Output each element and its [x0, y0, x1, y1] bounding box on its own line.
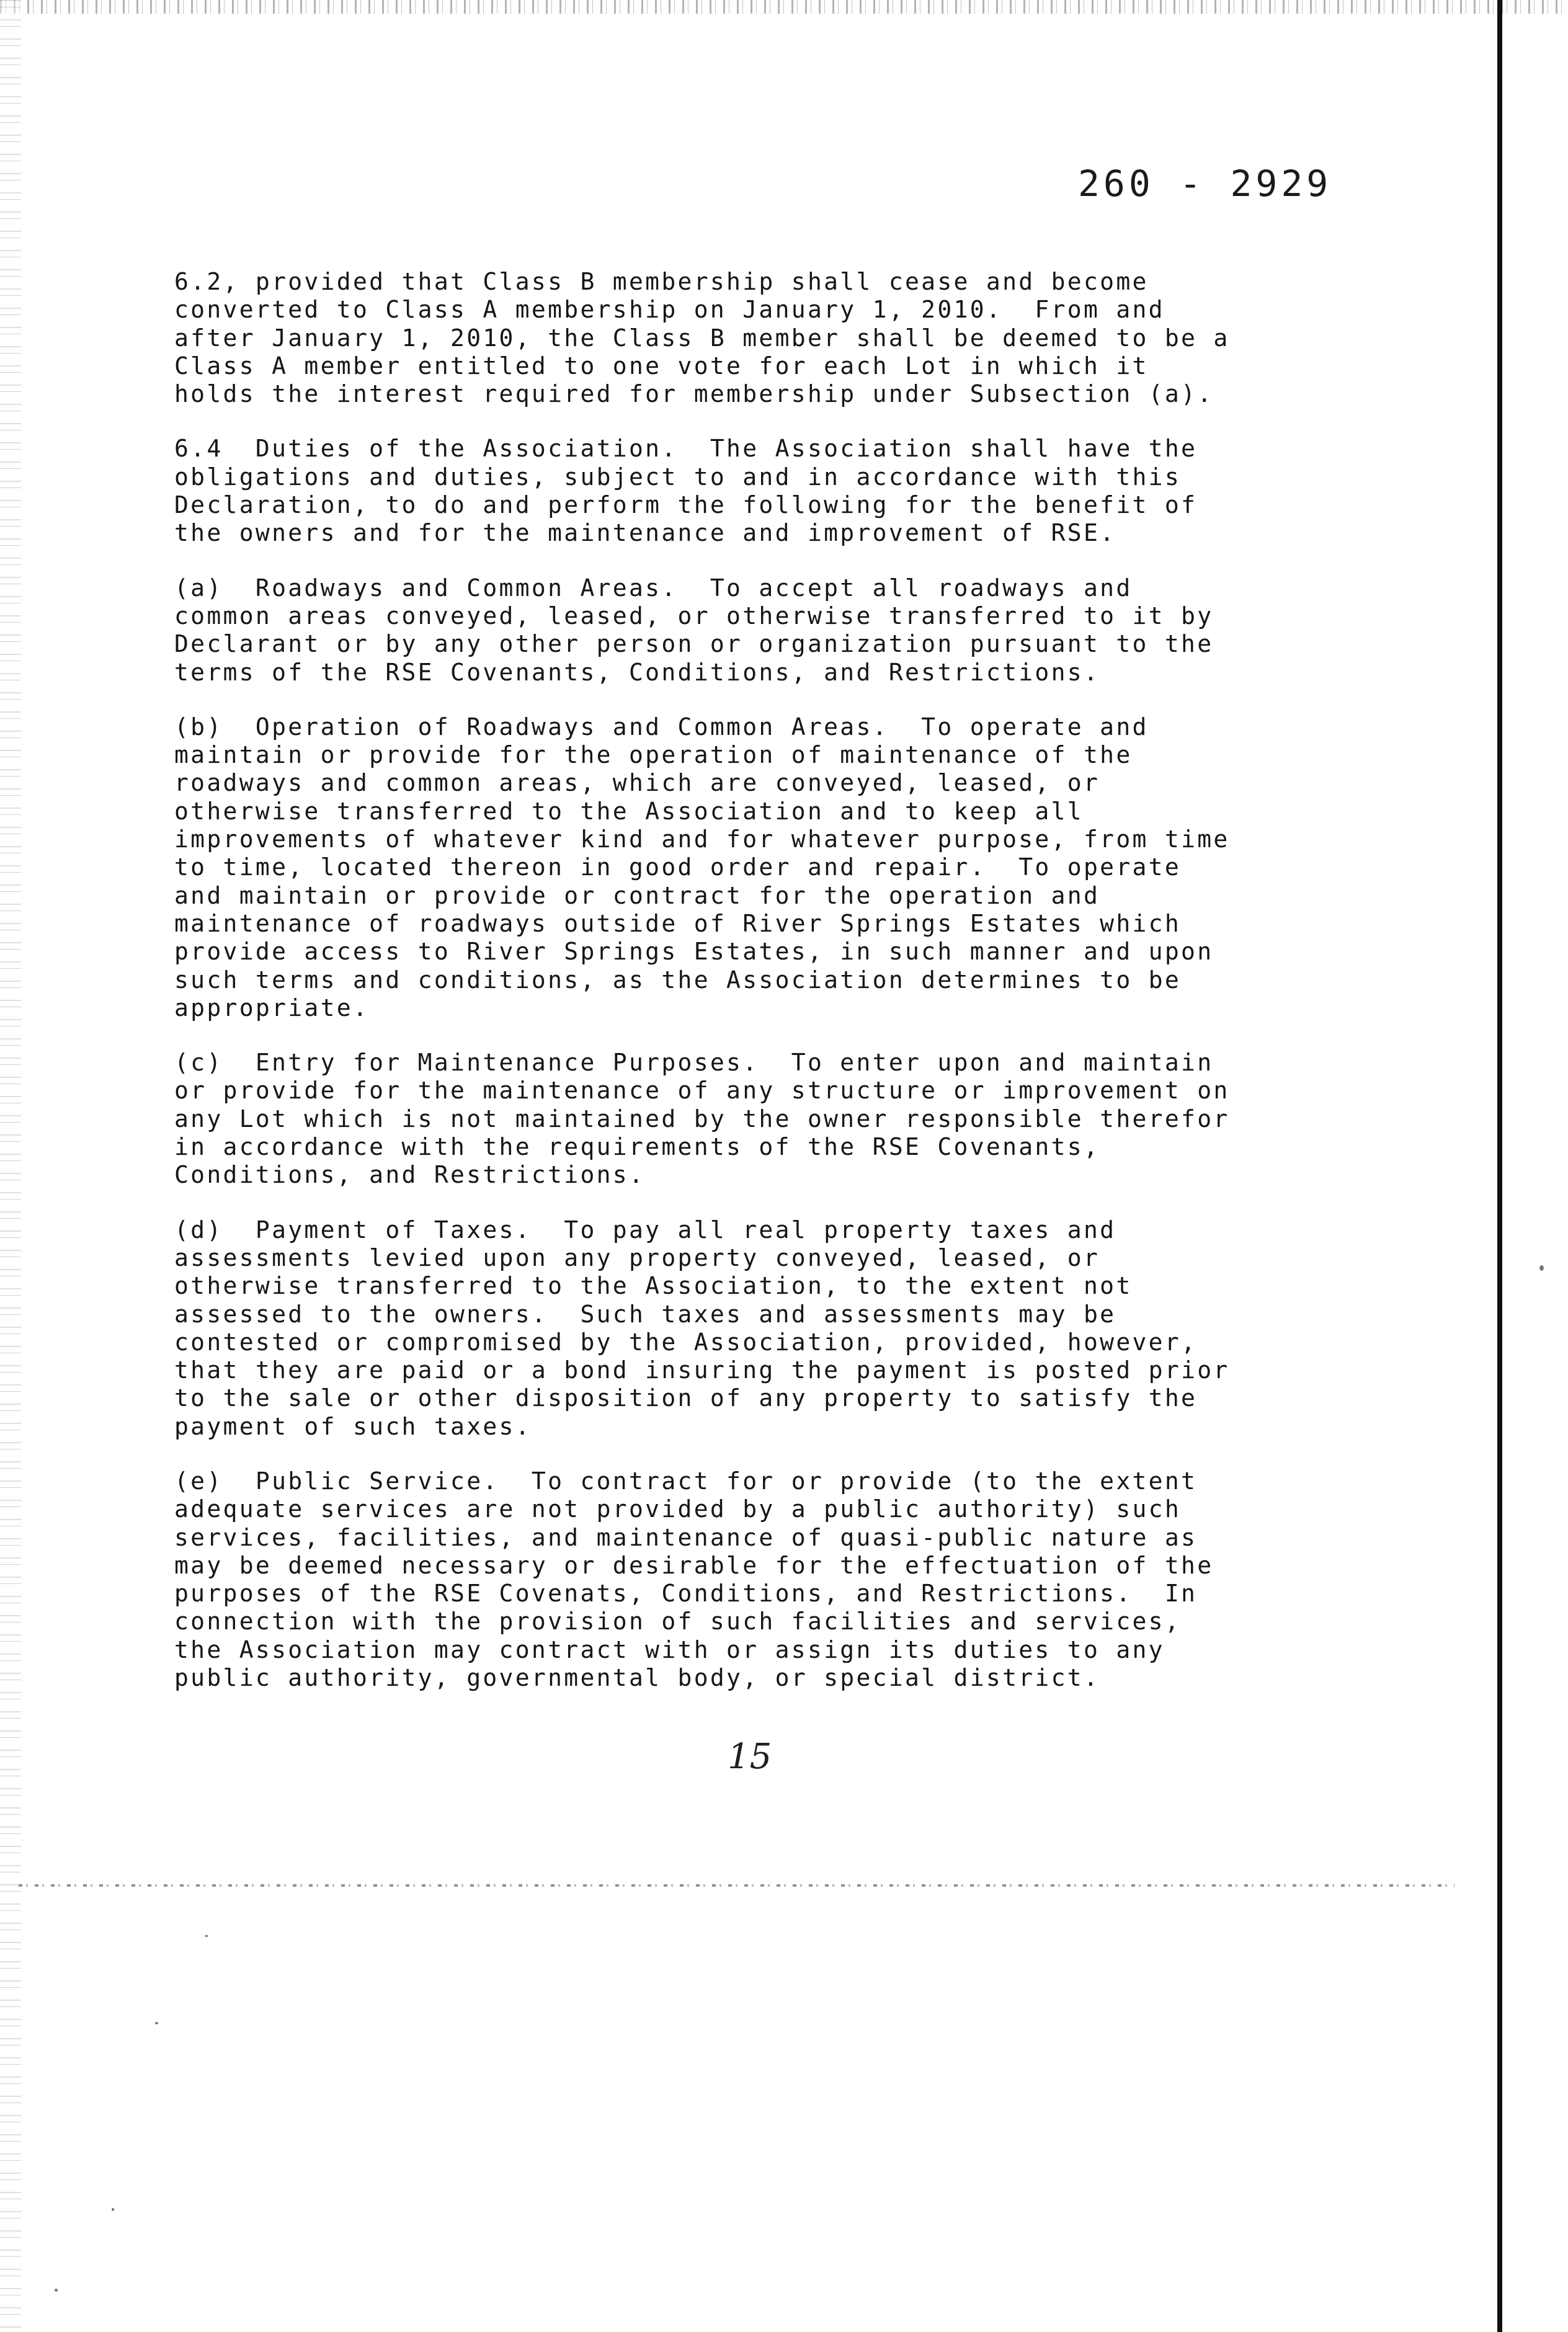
- text-line: assessments levied upon any property conveyed, leased, or: [174, 1244, 1100, 1271]
- text-line: (e) Public Service. To contract for or provide (to the extent: [174, 1467, 1198, 1495]
- text-line: (b) Operation of Roadways and Common Areas. To operate and: [174, 713, 1149, 741]
- text-line: holds the interest required for membership under Subsection (a).: [174, 380, 1214, 408]
- text-line: contested or compromised by the Association, provided, however,: [174, 1328, 1198, 1356]
- text-line: and maintain or provide or contract for the operation and: [174, 881, 1100, 909]
- text-line: the Association may contract with or assign its duties to any: [174, 1636, 1165, 1663]
- text-line: maintain or provide for the operation of maintenance of the: [174, 741, 1133, 769]
- text-line: 6.2, provided that Class B membership shall cease and become: [174, 268, 1149, 295]
- document-body: [174, 268, 1278, 1719]
- text-line: otherwise transferred to the Association and to keep all: [174, 797, 1084, 825]
- text-line: common areas conveyed, leased, or otherwise transferred to it by: [174, 602, 1214, 630]
- scan-speck: [55, 2289, 58, 2292]
- text-line: such terms and conditions, as the Association determines to be: [174, 966, 1182, 994]
- paragraph-7: [174, 1467, 1278, 1692]
- paragraph-4: [174, 713, 1278, 1022]
- text-line: that they are paid or a bond insuring the payment is posted prior: [174, 1356, 1230, 1384]
- scan-speck: [1539, 1265, 1544, 1271]
- text-line: obligations and duties, subject to and in accordance with this: [174, 463, 1182, 491]
- text-line: assessed to the owners. Such taxes and assessments may be: [174, 1300, 1116, 1328]
- scan-noise-left: [0, 0, 21, 2332]
- text-line: (d) Payment of Taxes. To pay all real property taxes and: [174, 1216, 1116, 1244]
- text-line: to time, located thereon in good order and repair. To operate: [174, 853, 1182, 881]
- text-line: terms of the RSE Covenants, Conditions, and Restrictions.: [174, 658, 1100, 686]
- paragraph-1: [174, 268, 1278, 408]
- text-line: adequate services are not provided by a public authority) such: [174, 1495, 1182, 1523]
- text-line: Class A member entitled to one vote for each Lot in which it: [174, 352, 1149, 380]
- text-line: Declarant or by any other person or organization pursuant to the: [174, 630, 1214, 658]
- paragraph-3: [174, 574, 1278, 687]
- scan-right-border: [1497, 0, 1502, 2332]
- text-line: may be deemed necessary or desirable for the effectuation of the: [174, 1551, 1214, 1579]
- text-line: Declaration, to do and perform the following for the benefit of: [174, 491, 1198, 519]
- text-line: otherwise transferred to the Association, to the extent not: [174, 1272, 1133, 1300]
- text-line: after January 1, 2010, the Class B member shall be deemed to be a: [174, 324, 1230, 352]
- text-line: Conditions, and Restrictions.: [174, 1161, 646, 1189]
- text-line: (c) Entry for Maintenance Purposes. To enter upon and maintain: [174, 1049, 1214, 1077]
- text-line: to the sale or other disposition of any property to satisfy the: [174, 1384, 1198, 1412]
- text-line: any Lot which is not maintained by the owner responsible therefor: [174, 1105, 1230, 1133]
- text-line: improvements of whatever kind and for whatever purpose, from time: [174, 826, 1230, 853]
- scan-speck: [112, 2208, 114, 2211]
- page-bottom-edge: [19, 1884, 1454, 1887]
- text-line: the owners and for the maintenance and improvement of RSE.: [174, 519, 1116, 547]
- text-line: maintenance of roadways outside of River Springs Estates which: [174, 909, 1182, 937]
- text-line: appropriate.: [174, 994, 370, 1021]
- document-reference-number: 260 - 2929: [1078, 162, 1332, 205]
- scan-speck: [205, 1935, 208, 1937]
- scan-speck: [155, 2022, 158, 2024]
- paragraph-5: [174, 1049, 1278, 1189]
- text-line: or provide for the maintenance of any structure or improvement on: [174, 1077, 1230, 1105]
- text-line: in accordance with the requirements of the RSE Covenants,: [174, 1133, 1100, 1161]
- text-line: provide access to River Springs Estates, in such manner and upon: [174, 938, 1214, 966]
- text-line: purposes of the RSE Covenats, Conditions, and Restrictions. In: [174, 1580, 1198, 1608]
- scan-noise-top: [0, 0, 1568, 14]
- text-line: roadways and common areas, which are conveyed, leased, or: [174, 769, 1100, 797]
- text-line: converted to Class A membership on January 1, 2010. From and: [174, 296, 1165, 324]
- text-line: 6.4 Duties of the Association. The Association shall have the: [174, 435, 1198, 463]
- text-line: connection with the provision of such facilities and services,: [174, 1608, 1182, 1636]
- paragraph-2: [174, 435, 1278, 547]
- text-line: services, facilities, and maintenance of quasi-public nature as: [174, 1523, 1198, 1551]
- page-number: 15: [728, 1737, 772, 1777]
- paragraph-6: [174, 1216, 1278, 1441]
- text-line: public authority, governmental body, or special district.: [174, 1664, 1100, 1692]
- text-line: (a) Roadways and Common Areas. To accept all roadways and: [174, 574, 1133, 602]
- text-line: payment of such taxes.: [174, 1412, 532, 1440]
